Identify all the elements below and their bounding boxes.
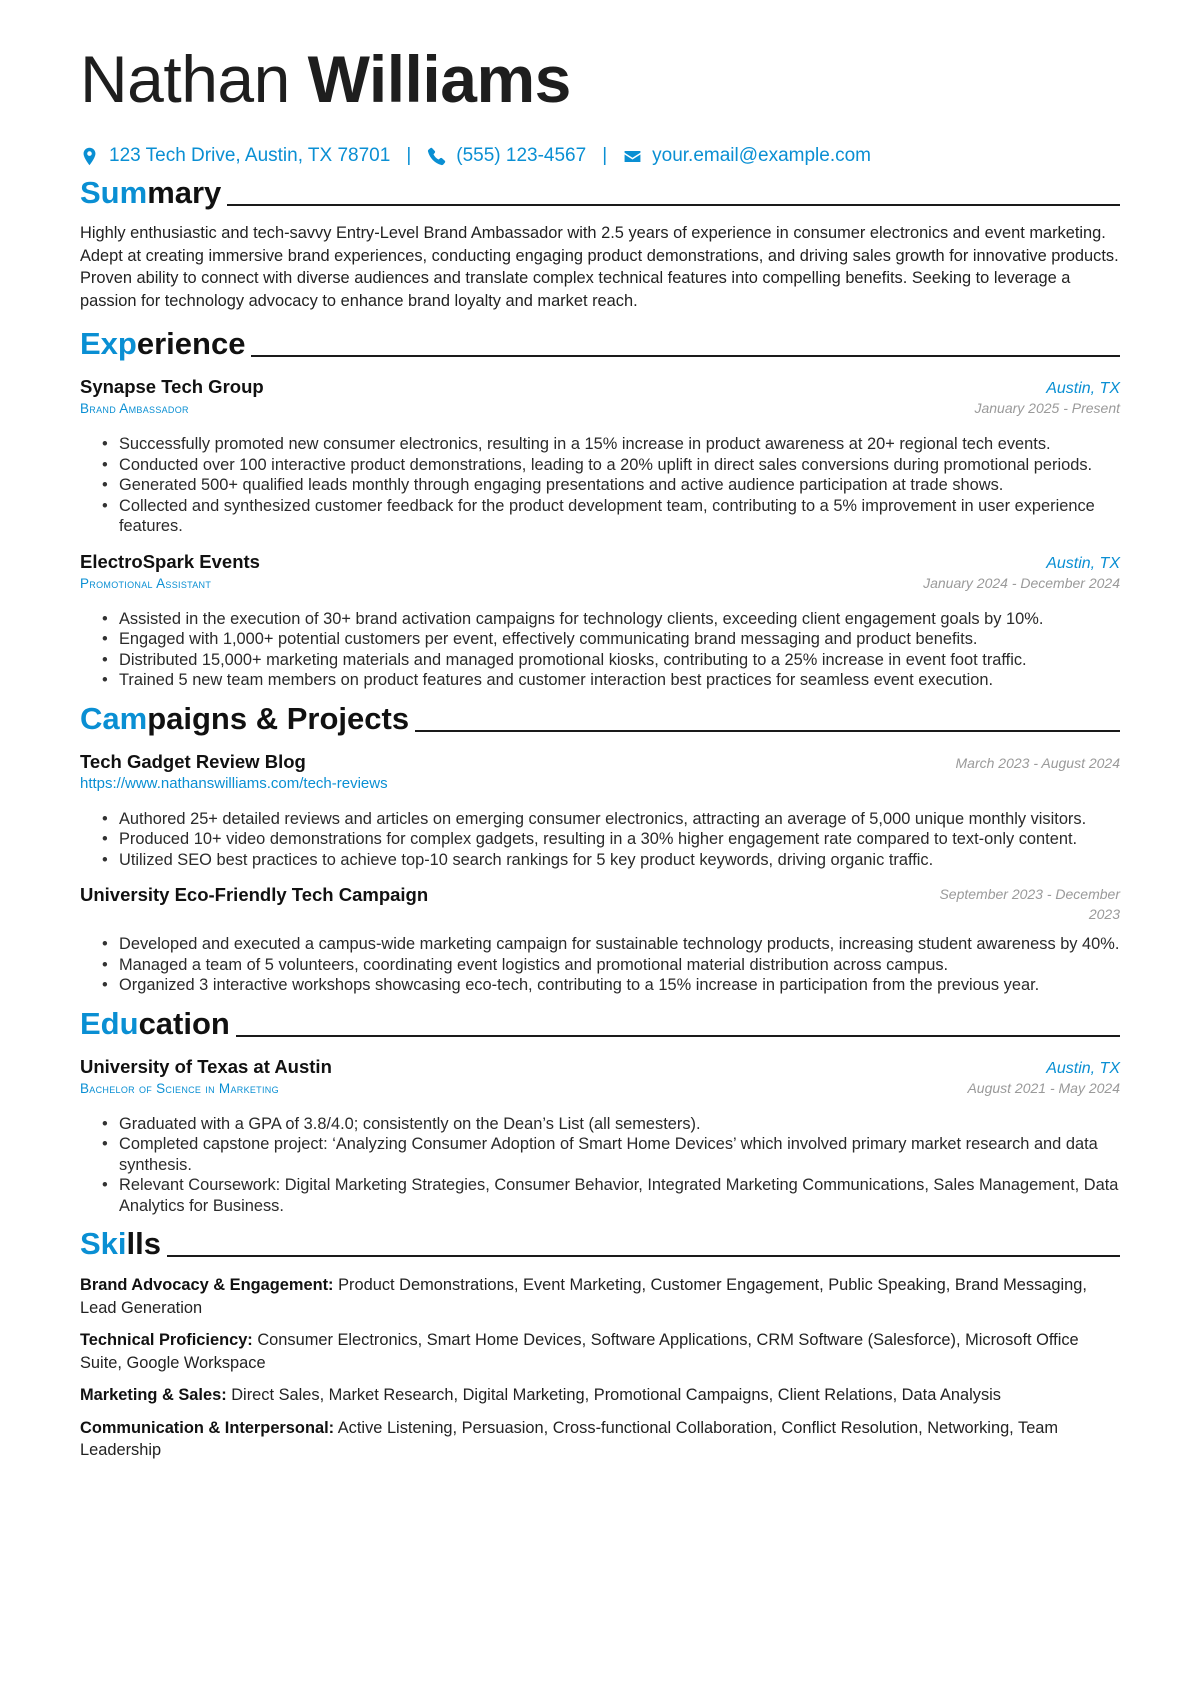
- section-rule: [227, 204, 1120, 206]
- projects-section: [80, 695, 1120, 996]
- section-rule: [415, 730, 1120, 732]
- project-entry: [80, 884, 1120, 996]
- map-marker-icon: [80, 147, 99, 166]
- skill-values: Consumer Electronics, Smart Home Devices, Software Applications, CRM Software (Salesforce), Microsoft Office Suite, Google Workspace: [80, 1331, 1079, 1372]
- skill-label: Marketing & Sales:: [80, 1386, 227, 1404]
- bullet-list: [80, 1114, 1120, 1217]
- project-entry: [80, 751, 1120, 871]
- school-name: University of Texas at Austin: [80, 1055, 332, 1077]
- experience-entry: [80, 551, 1120, 691]
- experience-entry: [80, 376, 1120, 537]
- bullet-item: • Utilized SEO best practices to achieve top-10 search rankings for 5 key product keywords, driving organic traffic.: [119, 850, 1120, 871]
- bullet-item: • Generated 500+ qualified leads monthly through engaging presentations and active audience participation at trade shows.: [119, 475, 1120, 496]
- contact-email[interactable]: [623, 145, 871, 167]
- bullet-list: [80, 609, 1120, 691]
- section-header: [80, 1220, 1120, 1264]
- contact-separator: |: [602, 145, 608, 166]
- section-rule: [167, 1255, 1120, 1257]
- phone-text: (555) 123-4567: [456, 145, 587, 166]
- skill-group: [80, 1274, 1120, 1319]
- job-title: Brand Ambassador: [80, 401, 189, 416]
- contact-address: [80, 145, 390, 167]
- section-header: [80, 1000, 1120, 1044]
- bullet-item: • Managed a team of 5 volunteers, coordinating event logistics and promotional material distribution across campus.: [119, 955, 1120, 976]
- section-title: Experience: [80, 326, 246, 361]
- bullet-item: • Completed capstone project: ‘Analyzing Consumer Adoption of Smart Home Devices’ which involved primary market research and data synthesis.: [119, 1134, 1120, 1175]
- location: Austin, TX: [1046, 554, 1120, 572]
- section-header: [80, 320, 1120, 364]
- envelope-icon: [623, 147, 642, 166]
- contact-separator: |: [406, 145, 412, 166]
- section-header: [80, 695, 1120, 739]
- resume-page: [80, 38, 1120, 1472]
- project-name: Tech Gadget Review Blog: [80, 750, 306, 772]
- date-range: September 2023 - December 2023: [939, 886, 1120, 922]
- skill-group: [80, 1384, 1120, 1407]
- contact-phone[interactable]: [427, 145, 586, 167]
- bullet-item: • Assisted in the execution of 30+ brand activation campaigns for technology clients, exceeding client engagement goals by 10%.: [119, 609, 1120, 630]
- bullet-list: [80, 434, 1120, 537]
- skill-label: Communication & Interpersonal:: [80, 1418, 335, 1437]
- skills-section: [80, 1220, 1120, 1462]
- last-name: Williams: [307, 42, 571, 116]
- degree: Bachelor of Science in Marketing: [80, 1080, 279, 1096]
- skill-group: [80, 1329, 1120, 1374]
- date-range: January 2025 - Present: [974, 400, 1120, 416]
- experience-section: [80, 320, 1120, 691]
- section-title: Summary: [80, 175, 222, 210]
- section-header: [80, 169, 1120, 213]
- summary-text: Highly enthusiastic and tech-savvy Entry-Level Brand Ambassador with 2.5 years of experience in consumer electronics and event marketing. Adept at creating immersive brand experiences, conducting engaging product demonstrations, and driving sales growth for innovative products. Proven ability to connect with diverse audiences and translate complex technical features into compelling benefits. Seeking to leverage a passion for technology advocacy to enhance brand loyalty and market reach.: [80, 224, 1119, 310]
- project-name: University Eco-Friendly Tech Campaign: [80, 884, 429, 905]
- bullet-list: [80, 809, 1120, 871]
- address-text: 123 Tech Drive, Austin, TX 78701: [109, 145, 391, 166]
- date-range: January 2024 - December 2024: [923, 574, 1120, 591]
- company-name: Synapse Tech Group: [80, 376, 264, 397]
- section-rule: [251, 355, 1120, 357]
- skill-label: Brand Advocacy & Engagement:: [80, 1276, 334, 1294]
- candidate-name: [80, 38, 1120, 120]
- bullet-item: • Organized 3 interactive workshops showcasing eco-tech, contributing to a 15% increase in participation from the previous year.: [119, 975, 1120, 996]
- skill-values: Active Listening, Persuasion, Cross-functional Collaboration, Conflict Resolution, Networking, Team Leadership: [80, 1418, 1059, 1459]
- skill-values: Product Demonstrations, Event Marketing, Customer Engagement, Public Speaking, Brand Messaging, Lead Generation: [80, 1276, 1087, 1317]
- location: Austin, TX: [1046, 380, 1120, 397]
- education-section: [80, 1000, 1120, 1217]
- phone-icon: [427, 147, 446, 166]
- section-title: Campaigns & Projects: [80, 700, 410, 736]
- contact-bar: [80, 141, 1120, 171]
- section-title: Skills: [80, 1226, 161, 1261]
- email-link: your.email@example.com: [652, 145, 871, 166]
- company-name: ElectroSpark Events: [80, 550, 260, 572]
- first-name: Nathan: [80, 42, 290, 116]
- date-range: March 2023 - August 2024: [955, 754, 1120, 771]
- bullet-item: • Produced 10+ video demonstrations for complex gadgets, resulting in a 30% higher engagement rate compared to text-only content.: [119, 829, 1120, 850]
- bullet-item: • Collected and synthesized customer feedback for the product development team, contributing to a 5% improvement in user experience features.: [119, 496, 1120, 537]
- job-title: Promotional Assistant: [80, 575, 212, 591]
- summary-section: [80, 169, 1120, 312]
- skill-group: [80, 1417, 1120, 1462]
- bullet-item: • Developed and executed a campus-wide marketing campaign for sustainable technology products, increasing student awareness by 40%.: [119, 934, 1120, 955]
- bullet-item: • Successfully promoted new consumer electronics, resulting in a 15% increase in product awareness at 20+ regional tech events.: [119, 434, 1120, 455]
- education-entry: [80, 1056, 1120, 1217]
- bullet-item: • Graduated with a GPA of 3.8/4.0; consistently on the Dean’s List (all semesters).: [119, 1114, 1120, 1135]
- bullet-item: • Trained 5 new team members on product features and customer interaction best practices for seamless event execution.: [119, 670, 1120, 691]
- skill-values: Direct Sales, Market Research, Digital Marketing, Promotional Campaigns, Client Relations, Data Analysis: [231, 1386, 1001, 1404]
- bullet-item: • Engaged with 1,000+ potential customers per event, effectively communicating brand messaging and product benefits.: [119, 629, 1120, 650]
- skill-label: Technical Proficiency:: [80, 1331, 253, 1349]
- bullet-item: • Conducted over 100 interactive product demonstrations, leading to a 20% uplift in direct sales conversions during promotional periods.: [119, 455, 1120, 476]
- bullet-item: • Authored 25+ detailed reviews and articles on emerging consumer electronics, attracting an average of 5,000 unique monthly visitors.: [119, 809, 1120, 830]
- location: Austin, TX: [1046, 1059, 1120, 1077]
- date-range: August 2021 - May 2024: [967, 1079, 1120, 1096]
- bullet-item: • Relevant Coursework: Digital Marketing Strategies, Consumer Behavior, Integrated Marketing Communications, Sales Management, Data Analytics for Business.: [119, 1175, 1120, 1216]
- bullet-item: • Distributed 15,000+ marketing materials and managed promotional kiosks, contributing to a 25% increase in event foot traffic.: [119, 650, 1120, 671]
- section-title: Education: [80, 1005, 230, 1041]
- project-link[interactable]: https://www.nathanswilliams.com/tech-reviews: [80, 774, 388, 792]
- bullet-list: [80, 934, 1120, 996]
- section-rule: [236, 1035, 1120, 1037]
